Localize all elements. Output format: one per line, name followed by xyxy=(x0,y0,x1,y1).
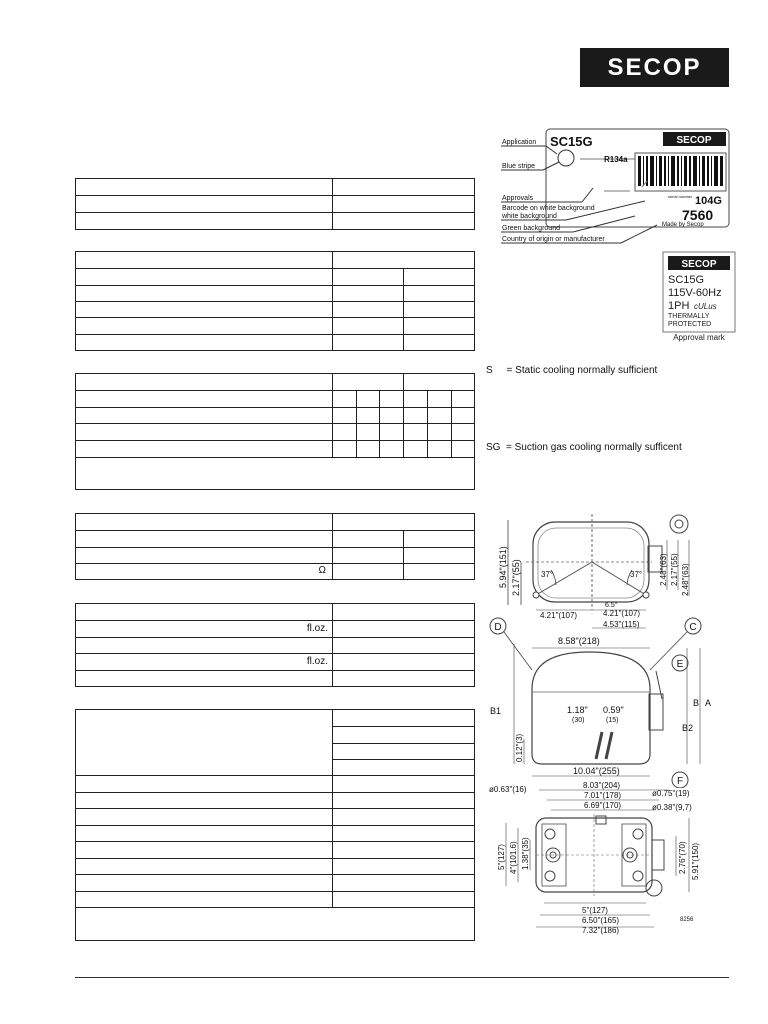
bottom-dim-b2: 6.50"(165) xyxy=(582,916,620,925)
callout-blue-stripe: Blue stripe xyxy=(502,163,536,170)
side-dim-width: 8.58"(218) xyxy=(558,636,600,646)
nameplate-diagram xyxy=(497,124,732,250)
bottom-dim-h2: 4"(101.6) xyxy=(509,841,518,874)
drawing-ref: 8256 xyxy=(680,917,694,923)
top-dim-r1: 2.48"(63) xyxy=(659,553,668,586)
side-dim-base: 10.04"(255) xyxy=(573,766,620,776)
approval-model: SC15G xyxy=(668,274,705,286)
bottom-dim-w2: 7.01"(178) xyxy=(584,791,622,800)
top-small-angle: 6.5° xyxy=(605,602,618,609)
nameplate-code: 104G xyxy=(695,195,722,207)
top-angle-left: 37° xyxy=(541,570,554,579)
callout-origin: Country of origin or manufacturer xyxy=(502,236,605,243)
side-dim-d1: 1.18" xyxy=(567,705,588,715)
side-label-f: F xyxy=(676,776,684,787)
barcode xyxy=(635,153,726,191)
approval-voltage: 115V-60Hz xyxy=(668,287,722,299)
side-label-b1: B1 xyxy=(490,706,502,716)
bottom-dim-b3: 7.32"(186) xyxy=(582,926,620,935)
bottom-dim-h3: 1.38"(35) xyxy=(521,837,530,870)
callout-application: Application xyxy=(502,139,537,146)
bottom-dim-w3: 6.69"(170) xyxy=(584,801,622,810)
bottom-dim-r1: 2.76"(70) xyxy=(678,841,687,874)
side-label-d: D xyxy=(494,622,502,633)
side-dim-d1-mm: (30) xyxy=(572,717,585,724)
ul-mark: cULus xyxy=(694,302,717,311)
top-angle-right: 37° xyxy=(630,570,643,579)
approval-brand: SECOP xyxy=(681,259,717,270)
side-label-b: B xyxy=(693,698,700,708)
side-label-b2: B2 xyxy=(682,723,694,733)
bottom-dim-b1: 5"(127) xyxy=(582,906,608,915)
approval-line2: PROTECTED xyxy=(668,321,712,328)
spec-table-1 xyxy=(75,178,475,230)
bottom-dim-diameter-right1: ø0.75"(19) xyxy=(652,789,690,798)
approval-caption: Approval mark xyxy=(673,333,725,342)
nameplate-model: SC15G xyxy=(550,134,593,149)
approval-phase: 1PH xyxy=(668,300,690,312)
top-dim-total-width: 4.53"(115) xyxy=(603,620,640,629)
made-by: Made by Secop xyxy=(662,222,704,228)
top-dim-mid: 2.17"(55) xyxy=(511,559,521,596)
top-dim-r3: 2.48"(63) xyxy=(681,563,690,596)
side-dim-foot: 0.12"(3) xyxy=(515,733,524,762)
secop-logo: SECOP xyxy=(580,48,729,87)
side-label-c: C xyxy=(689,622,697,633)
note-suction-gas-cooling: SG = Suction gas cooling normally sufficent xyxy=(486,442,682,453)
callout-green-background: Green background xyxy=(502,225,560,232)
side-dim-d2-mm: (15) xyxy=(606,717,619,724)
callout-barcode: Barcode on white background xyxy=(502,205,595,212)
floz-unit-1: fl.oz. xyxy=(306,623,328,634)
spec-table-4 xyxy=(75,513,475,580)
spec-table-2 xyxy=(75,251,475,351)
note-static-cooling: S = Static cooling normally sufficient xyxy=(486,365,658,376)
bottom-dim-w1: 8.03"(204) xyxy=(583,781,621,790)
callout-approvals: Approvals xyxy=(502,195,534,202)
side-label-a: A xyxy=(705,698,712,708)
top-dim-height: 5.94"(151) xyxy=(498,546,508,588)
nameplate-brand: SECOP xyxy=(676,135,712,146)
bottom-dim-diameter-right2: ø0.38"(9,7) xyxy=(652,803,692,812)
nameplate-refrigerant: R134a xyxy=(604,155,628,164)
floz-unit-2: fl.oz. xyxy=(306,656,328,667)
footer-rule xyxy=(75,977,729,978)
bottom-dim-h1: 5"(127) xyxy=(497,844,506,870)
bottom-dim-r2: 5.91"(150) xyxy=(691,842,700,880)
top-dim-right-width: 4.21"(107) xyxy=(603,609,641,618)
approval-line1: THERMALLY xyxy=(668,313,710,320)
side-dim-d2: 0.59" xyxy=(603,705,624,715)
bottom-dim-diameter-left: ø0.63"(16) xyxy=(489,785,527,794)
spec-table-6 xyxy=(75,709,475,941)
spec-table-5 xyxy=(75,603,475,687)
approval-label xyxy=(660,250,742,344)
nameplate-serial: 7560 xyxy=(682,207,714,223)
side-label-e: E xyxy=(676,659,684,670)
spec-table-3 xyxy=(75,373,475,490)
serial-label: serial number xyxy=(668,194,693,199)
compressor-bottom-view xyxy=(484,778,724,936)
top-dim-left-width: 4.21"(107) xyxy=(540,611,578,620)
ohm-unit: Ω xyxy=(318,565,326,576)
top-dim-r2: 2.17"(55) xyxy=(670,553,679,586)
compressor-side-view xyxy=(484,614,724,788)
callout-barcode-2: white background xyxy=(502,213,557,220)
